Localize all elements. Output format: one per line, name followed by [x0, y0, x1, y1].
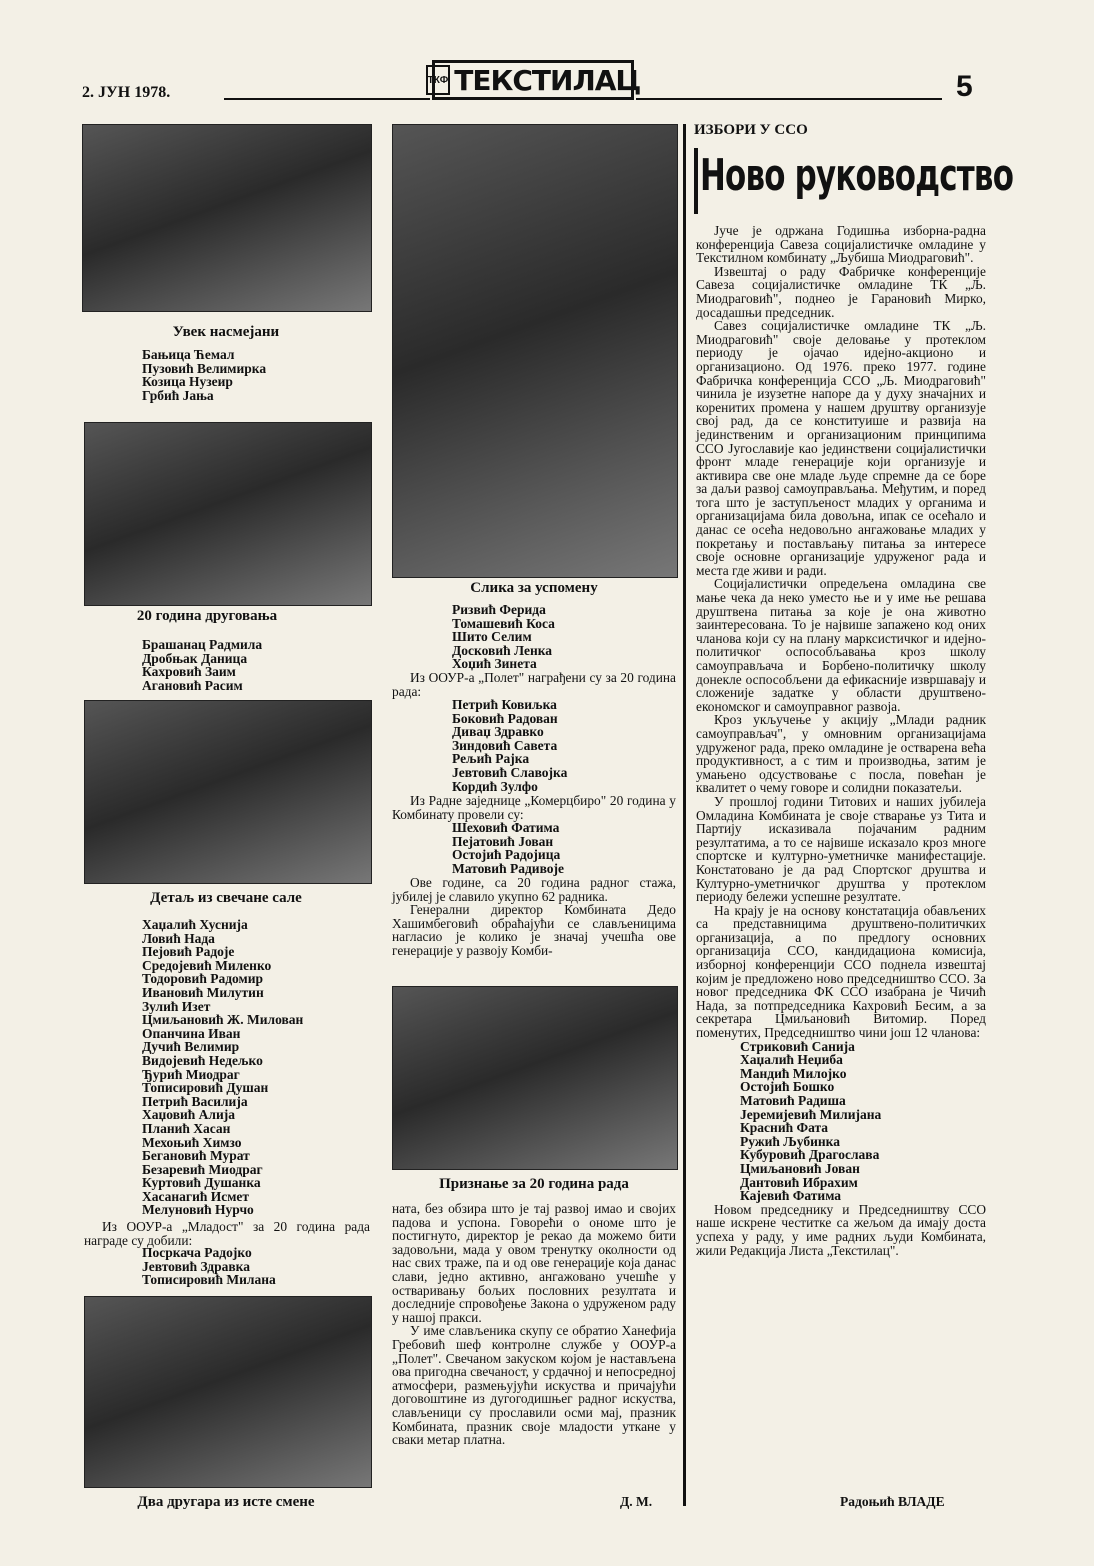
- list-item: Стриковић Санија: [740, 1038, 855, 1054]
- signature-author: Радоњић ВЛАДЕ: [840, 1494, 945, 1509]
- list-item: Остојић Бошко: [740, 1079, 835, 1095]
- list-item: Досковић Ленка: [452, 642, 553, 658]
- list-item: Кордић Зулфо: [452, 778, 538, 794]
- names-list-5: [452, 603, 676, 671]
- list-item: Матовић Радиша: [740, 1093, 846, 1108]
- list-item: Бањица Ћемал: [142, 347, 235, 362]
- list-item: Планић Хасан: [142, 1120, 231, 1136]
- list-item: Кајевић Фатима: [740, 1188, 842, 1204]
- caption-memento: Слика за успомену: [470, 580, 598, 596]
- list-item: Јеремијевић Милијана: [740, 1106, 882, 1122]
- photo-ceremony-hall: [84, 700, 372, 884]
- article-paragraph: У прошлој години Титових и наших јубилеја Омладина Комбината је своје стварање уз Тита и Партију исказивала појачаним радним резултатима, а то се највише исказало кроз многе спортске и културно-уметничке манифестације. Констатовано је да рад Спортског друштва и Културно-уметничког друштва у протеклом периоду бележи успешне резултате.: [696, 793, 986, 905]
- list-item: Краснић Фата: [740, 1120, 829, 1136]
- list-item: Матовић Радивоје: [452, 860, 565, 876]
- list-item: Пејовић Радоје: [142, 944, 235, 960]
- list-item: Опанчина Иван: [142, 1025, 241, 1041]
- list-item: Мелуновић Нурчо: [142, 1202, 254, 1218]
- article-body: [696, 224, 986, 1257]
- para-mladost: Из ООУР-а „Младост" за 20 година рада награде су добили:: [84, 1219, 370, 1248]
- list-item: Зулић Изет: [142, 998, 211, 1014]
- list-item: Хаџалић Хуснија: [142, 917, 248, 932]
- list-item: Дучић Велимир: [142, 1039, 240, 1055]
- list-item: Дробњак Даница: [142, 650, 248, 666]
- header-rule-left: [224, 98, 430, 100]
- article-paragraph: Кроз укључење у акцију „Млади радник самоуправљач", у омновним организацијама удруженог рада, преко омладине је остварена већа продуктивност, а с тим и производња, затим је умањено одсуствовање с посла, повећан је квалитет о чему говоре и солидни показатељи.: [696, 712, 986, 796]
- list-item: Петрић Ковиљка: [452, 697, 557, 712]
- list-item: Диваџ Здравко: [452, 724, 544, 740]
- signature-dm: Д. М.: [620, 1494, 653, 1509]
- issue-date: 2. ЈУН 1978.: [82, 84, 171, 101]
- list-item: Шито Селим: [452, 629, 532, 645]
- caption-hall: Детаљ из свечане сале: [150, 890, 302, 906]
- list-item: Тописировић Душан: [142, 1080, 269, 1096]
- list-item: Грбић Јања: [142, 387, 214, 403]
- photo-two-comrades: [84, 1296, 372, 1488]
- list-item: Пејатовић Јован: [452, 833, 554, 849]
- caption-friendship: 20 година друговања: [136, 608, 278, 624]
- list-item: Кубуровић Драгослава: [740, 1147, 880, 1163]
- names-list-4: [142, 1246, 370, 1287]
- photo-smiling-workers: [82, 124, 372, 312]
- caption-two-comrades: Два другара из исте смене: [137, 1494, 315, 1510]
- list-item: Мехоњић Химзо: [142, 1134, 242, 1150]
- list-item: Мандић Милојко: [740, 1065, 847, 1081]
- photo-award: [392, 986, 678, 1170]
- list-item: Томашевић Коса: [452, 615, 555, 631]
- para-director: Генерални директор Комбината Дедо Хашимбеговић обраћајући се слављеницима нагласио је колико је значај учешћа ове генерације у развоју Комби-: [392, 902, 676, 958]
- list-item: Куртовић Душанка: [142, 1175, 261, 1191]
- list-item: Боковић Радован: [452, 710, 558, 726]
- list-item: Тописировић Милана: [142, 1272, 276, 1288]
- list-item: Агановић Расим: [142, 677, 243, 693]
- caption-award: Признање за 20 година рада: [439, 1176, 629, 1192]
- list-item: Јевтовић Славојка: [452, 764, 568, 780]
- article-paragraph: Социјалистички опредељена омладина све мање чека да неко уместо ње и у име ње решава друштвена питања за које је она животно заинтересована. То је највише запажено код оних чланова који су на плану марксистичког и идејно-политичког оспособљавања кроз школу самоуправљача и Борбено-политичку школу донекле оспособљени да ефикасније извршавају и сложеније задатке у области друштвено-економског и самоуправног развоја.: [696, 576, 986, 714]
- list-item: Средојевић Миленко: [142, 957, 272, 973]
- column-divider: [683, 124, 686, 1506]
- list-item: Козица Нузеир: [142, 374, 233, 390]
- list-item: Рељић Рајка: [452, 751, 530, 767]
- list-item: Цмиљановић Ж. Милован: [142, 1012, 304, 1028]
- article-paragraph: Јуче је одржана Годишња изборна-радна конференција Савеза социјалистичке омладине у Текстилном комбинату „Љубиша Миодраговић".: [696, 223, 986, 266]
- names-list-1: [142, 348, 370, 402]
- list-item: Ловић Нада: [142, 930, 215, 946]
- list-item: Ђурић Миодраг: [142, 1066, 240, 1082]
- masthead: [427, 60, 641, 100]
- article-paragraph: Савез социјалистичке омладине ТК „Љ. Миодраговић" своје деловање у протеклом периоду је ојачао идејно-акционо и организационо. Од 1976. преко 1977. године Фабричка конференција ССО „Љ. Миодраговић" чинила је изузетне напоре да у духу значајних и коренитих промена у нашем друштву организује свој рад, да се конституише и развија на јединственим и организационим принципима ССО Југославије као јединствени социјалистички фронт младе генерације који организује и активира све оне младе људе спремне да се боре за даљи развој самоуправљања. Међутим, и поред тога што је заступљеност младих у органима и организацијама била довољна, ипак се осећало и данас се осећа недовољно ангажовање младих у покретању и постављању питања за интересе своје основне организације удруженог рада и места где живи и ради.: [696, 318, 986, 578]
- list-item: Брашанац Радмила: [142, 637, 263, 652]
- para-jubilee: Ове године, са 20 година радног стажа, јубилеј је славило укупно 62 радника. Генерални директор Комбината Дедо Хашимбеговић обраћајући се слављеницима нагласио је колико је значај учешћа ове генерације у развоју Комби-: [392, 875, 676, 958]
- list-item: Петрић Василија: [142, 1093, 248, 1109]
- names-list-2: [142, 638, 370, 692]
- list-item: Бегановић Мурат: [142, 1148, 250, 1164]
- list-item: Ружић Љубинка: [740, 1133, 841, 1149]
- article-headline: Ново руководство: [700, 150, 1014, 201]
- names-list-7: [452, 821, 676, 875]
- list-item: Хасанагић Исмет: [142, 1188, 250, 1204]
- list-item: Тодоровић Радомир: [142, 971, 264, 987]
- list-item: Ризвић Ферида: [452, 602, 546, 617]
- names-list-3: [142, 918, 370, 1217]
- list-item: Хаџовић Алија: [142, 1107, 235, 1123]
- list-item: Безаревић Миодраг: [142, 1161, 263, 1177]
- logo-icon: ТКФ: [426, 65, 451, 95]
- list-item: Цмиљановић Јован: [740, 1160, 860, 1176]
- list-item: Посркача Радојко: [142, 1245, 252, 1260]
- photo-memento-man: [392, 124, 678, 578]
- list-item: Ивановић Милутин: [142, 984, 264, 1000]
- list-item: Дантовић Ибрахим: [740, 1174, 858, 1190]
- list-item: Јевтовић Здравка: [142, 1258, 251, 1274]
- list-item: Зиндовић Савета: [452, 737, 558, 753]
- members-list: [696, 1040, 986, 1203]
- headline-bar: [694, 148, 698, 214]
- list-item: Видојевић Недељко: [142, 1052, 263, 1068]
- article-kicker: ИЗБОРИ У ССО: [694, 122, 808, 138]
- list-item: Кахровић Заим: [142, 664, 236, 680]
- list-item: Шеховић Фатима: [452, 820, 560, 835]
- article-paragraph: Извештај о раду Фабричке конференције Савеза социјалистичке омладине ТК „Љ. Миодраговић", поднео је Гарановић Мирко, досадашњи председник.: [696, 263, 986, 320]
- article-closing: Новом председнику и Председништву ССО наше искрене честитке са жељом да имају доста успеха у раду, у име радних људи Комбината, жили Редакција Листа „Текстилац".: [696, 1201, 986, 1258]
- para-polet: Из ООУР-а „Полет" награђени су за 20 година рада:: [392, 670, 676, 699]
- list-item: Остојић Радојица: [452, 847, 561, 863]
- names-list-6: [452, 698, 676, 793]
- page-number: 5: [956, 70, 973, 103]
- header-rule-right: [636, 98, 942, 100]
- list-item: Хоџић Зинета: [452, 656, 537, 672]
- list-item: Пузовић Велимирка: [142, 360, 267, 376]
- article-continuation: ната, без обзира што је тај развој имао и својих падова и успона. Говорећи о ономе што је постигнуто, директор је рекао да можемо бити задовољни, мада у овом тренутку околности од нас свих траже, па и од ове генерације која данас слави, једно активно, ангажовано учешће у остваривању бољих пословних резултата и доследније спровођење Закона о удруженом раду у нашој пракси. У име слављеника скупу се обратио Ханефија Гребовић шеф контролне службе у ООУР-а „Полет". Свечаном закуском којом је настављена ова пригодна свечаност, у срдачној и непосредној атмосфери, размењујући искуства и причајући договоштине из дугогодишњег радног искуства, слављеници су прославили осми мај, празник Комбината, празник своје младости уткане у сваки метар платна.: [392, 1201, 676, 1448]
- para-komercbiro: Из Радне заједнице „Комерцбиро" 20 година у Комбинату провели су:: [392, 793, 676, 822]
- caption-smiling: Увек насмејани: [172, 324, 280, 340]
- photo-three-men: [84, 422, 372, 606]
- masthead-title: ТЕКСТИЛАЦ: [454, 63, 641, 97]
- article-paragraph: На крају је на основу констатација обављених са представницима друштвено-политичких организација, а по предлогу основних организација ССО, кандидациона комисија, изборној конференцији ССО поднела извештај којим је предложено ново председништво ССО. За новог председника ФК ССО изабрана је Чичић Нада, за потпредседника Кахровић Бесим, а за секретара Цмиљановић Витомир. Поред поменутих, Председништво чини још 12 чланова:: [696, 902, 986, 1041]
- list-item: Хаџалић Неџиба: [740, 1052, 843, 1068]
